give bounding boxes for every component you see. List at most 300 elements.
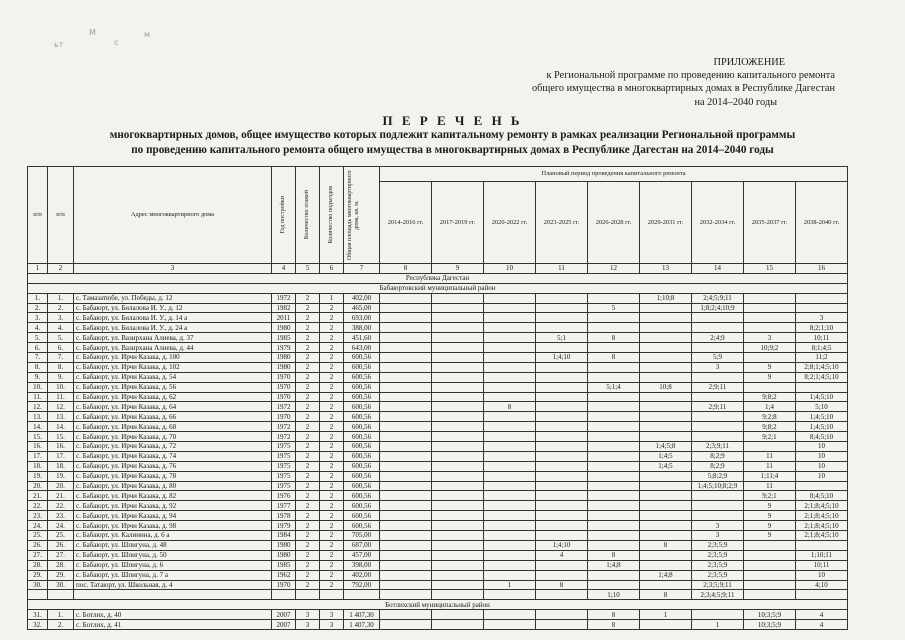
table-cell bbox=[432, 550, 484, 560]
header-period: 2020-2022 гг. bbox=[484, 182, 536, 264]
table-cell: 22. bbox=[28, 501, 48, 511]
table-cell: 1;4;5;10 bbox=[796, 412, 848, 422]
table-cell bbox=[536, 620, 588, 630]
table-cell: 8. bbox=[28, 362, 48, 372]
table-cell bbox=[432, 511, 484, 521]
table-cell: 4 bbox=[796, 610, 848, 620]
table-cell bbox=[432, 570, 484, 580]
table-cell bbox=[484, 333, 536, 343]
table-cell bbox=[432, 343, 484, 353]
table-cell bbox=[484, 471, 536, 481]
table-cell: 2 bbox=[296, 402, 320, 412]
table-cell: 10 bbox=[796, 570, 848, 580]
table-cell: 2 bbox=[296, 362, 320, 372]
table-cell bbox=[640, 343, 692, 353]
table-cell: 5. bbox=[28, 333, 48, 343]
table-cell: 7. bbox=[48, 353, 74, 363]
table-cell bbox=[588, 412, 640, 422]
table-cell: 22. bbox=[48, 501, 74, 511]
table-cell bbox=[692, 323, 744, 333]
table-cell bbox=[48, 590, 74, 600]
table-cell bbox=[380, 412, 432, 422]
table-cell: 8;1;4;5 bbox=[796, 343, 848, 353]
table-cell: 2 bbox=[320, 481, 344, 491]
table-cell bbox=[744, 293, 796, 303]
table-cell: 8;4;5;10 bbox=[796, 491, 848, 501]
header-floors: Количество этажей bbox=[296, 167, 320, 264]
table-cell bbox=[796, 382, 848, 392]
table-cell bbox=[588, 432, 640, 442]
table-row bbox=[28, 432, 848, 442]
table-cell: 10;3;5;9 bbox=[744, 610, 796, 620]
table-cell: 398,00 bbox=[344, 560, 380, 570]
header-period: 2029-2031 гг. bbox=[640, 182, 692, 264]
table-cell bbox=[640, 481, 692, 491]
table-cell: 9 bbox=[744, 531, 796, 541]
table-cell bbox=[588, 580, 640, 590]
table-cell bbox=[640, 432, 692, 442]
table-cell bbox=[744, 580, 796, 590]
table-cell: 14. bbox=[28, 422, 48, 432]
table-row bbox=[28, 570, 848, 580]
document-title: П Е Р Е Ч Е Н Ь bbox=[382, 113, 523, 128]
table-cell: 9 bbox=[744, 362, 796, 372]
table-cell: 600,56 bbox=[344, 382, 380, 392]
header-period: 2014-2016 гг. bbox=[380, 182, 432, 264]
table-cell: 600,56 bbox=[344, 501, 380, 511]
table-cell bbox=[484, 620, 536, 630]
table-cell bbox=[484, 442, 536, 452]
table-cell: 2;1;8;4;5;10 bbox=[796, 521, 848, 531]
table-cell: 1975 bbox=[272, 442, 296, 452]
table-cell bbox=[640, 491, 692, 501]
table-cell: с. Бабаюрт, ул. Шпигуна, д. 7 а bbox=[74, 570, 272, 580]
table-cell bbox=[536, 293, 588, 303]
table-cell bbox=[796, 540, 848, 550]
table-cell: с. Бабаюрт, ул. Ирчи Казака, д. 72 bbox=[74, 442, 272, 452]
table-cell: 10. bbox=[28, 382, 48, 392]
table-cell: 1962 bbox=[272, 570, 296, 580]
table-cell: с. Бабаюрт, ул. Ирчи Казака, д. 64 bbox=[74, 402, 272, 412]
table-cell: 2;3;5;9;11 bbox=[692, 580, 744, 590]
table-cell: 2 bbox=[296, 540, 320, 550]
table-cell bbox=[432, 313, 484, 323]
table-cell bbox=[536, 461, 588, 471]
table-cell: 3 bbox=[744, 333, 796, 343]
table-cell: 2007 bbox=[272, 610, 296, 620]
table-cell bbox=[588, 471, 640, 481]
table-cell: 8 bbox=[588, 333, 640, 343]
table-cell bbox=[692, 313, 744, 323]
table-cell: 8;2;1;10 bbox=[796, 323, 848, 333]
table-cell bbox=[432, 293, 484, 303]
table-cell bbox=[380, 610, 432, 620]
table-row bbox=[28, 501, 848, 511]
table-cell: 2 bbox=[296, 511, 320, 521]
table-cell bbox=[536, 412, 588, 422]
table-cell: 7. bbox=[28, 353, 48, 363]
table-cell bbox=[432, 580, 484, 590]
table-cell: 2;8;1;4;5;10 bbox=[796, 362, 848, 372]
table-cell bbox=[588, 372, 640, 382]
table-cell bbox=[588, 461, 640, 471]
table-cell bbox=[432, 501, 484, 511]
table-cell: 18. bbox=[28, 461, 48, 471]
table-cell: 600,56 bbox=[344, 412, 380, 422]
column-number: 8 bbox=[380, 264, 432, 274]
table-cell: 2 bbox=[320, 432, 344, 442]
column-number: 7 bbox=[344, 264, 380, 274]
table-cell: 3 bbox=[692, 531, 744, 541]
table-cell bbox=[380, 501, 432, 511]
table-cell bbox=[380, 303, 432, 313]
district-row: Бабаюртовский муниципальный район bbox=[28, 283, 848, 293]
column-number: 10 bbox=[484, 264, 536, 274]
table-cell bbox=[588, 343, 640, 353]
table-cell: 2 bbox=[320, 362, 344, 372]
handwritten-stamp bbox=[34, 28, 164, 54]
column-number: 5 bbox=[296, 264, 320, 274]
table-cell: 8;2;9 bbox=[692, 451, 744, 461]
table-cell bbox=[588, 491, 640, 501]
table-cell: 1975 bbox=[272, 481, 296, 491]
table-cell: 402,00 bbox=[344, 570, 380, 580]
table-cell: 1 407,30 bbox=[344, 610, 380, 620]
table-cell bbox=[588, 521, 640, 531]
table-cell: 4 bbox=[796, 620, 848, 630]
table-cell: с. Ботлих, д. 41 bbox=[74, 620, 272, 630]
table-cell: 2. bbox=[28, 303, 48, 313]
table-cell bbox=[484, 521, 536, 531]
table-cell bbox=[640, 580, 692, 590]
table-cell bbox=[432, 540, 484, 550]
table-cell: 10 bbox=[796, 461, 848, 471]
table-cell bbox=[296, 590, 320, 600]
table-cell bbox=[536, 481, 588, 491]
table-cell: 1980 bbox=[272, 540, 296, 550]
table-cell: 1972 bbox=[272, 432, 296, 442]
table-cell: 2 bbox=[320, 461, 344, 471]
table-cell: 13. bbox=[48, 412, 74, 422]
table-cell: 4;10 bbox=[796, 580, 848, 590]
table-cell: 2 bbox=[296, 550, 320, 560]
table-row bbox=[28, 333, 848, 343]
table-cell bbox=[640, 501, 692, 511]
table-cell: 2;1;8;4;5;10 bbox=[796, 511, 848, 521]
table-cell: 3 bbox=[320, 610, 344, 620]
table-cell bbox=[796, 293, 848, 303]
table-cell: 17. bbox=[48, 451, 74, 461]
table-cell: 8 bbox=[640, 590, 692, 600]
table-cell: 1975 bbox=[272, 471, 296, 481]
table-cell bbox=[536, 451, 588, 461]
table-cell: пос. Татаюрт, ул. Школьная, д. 4 bbox=[74, 580, 272, 590]
table-cell bbox=[640, 531, 692, 541]
table-cell bbox=[588, 570, 640, 580]
table-cell bbox=[536, 610, 588, 620]
table-cell bbox=[640, 372, 692, 382]
table-cell: 9 bbox=[744, 372, 796, 382]
table-cell: 17. bbox=[28, 451, 48, 461]
table-cell: 1976 bbox=[272, 491, 296, 501]
table-row bbox=[28, 402, 848, 412]
table-cell bbox=[588, 531, 640, 541]
table-cell: с. Бабаюрт, ул. Ирчи Казака, д. 76 bbox=[74, 461, 272, 471]
table-cell bbox=[744, 382, 796, 392]
table-cell bbox=[380, 511, 432, 521]
table-cell: с. Бабаюрт, ул. Шпигуна, д. 6 bbox=[74, 560, 272, 570]
table-cell: с. Бабаюрт, ул. Ирчи Казака, д. 80 bbox=[74, 481, 272, 491]
table-cell: 8 bbox=[536, 580, 588, 590]
table-cell: 1975 bbox=[272, 461, 296, 471]
table-cell bbox=[380, 323, 432, 333]
table-cell bbox=[484, 550, 536, 560]
appendix-title: ПРИЛОЖЕНИЕ bbox=[713, 57, 785, 68]
table-cell: 32. bbox=[28, 620, 48, 630]
table-cell: 2 bbox=[320, 313, 344, 323]
table-cell bbox=[588, 511, 640, 521]
table-cell: 1;4;5;10 bbox=[796, 422, 848, 432]
column-number: 11 bbox=[536, 264, 588, 274]
table-cell: 1;4;5;10;8;2;9 bbox=[692, 481, 744, 491]
table-cell bbox=[28, 590, 48, 600]
document-subtitle bbox=[0, 128, 905, 158]
table-cell: 6. bbox=[28, 343, 48, 353]
table-cell bbox=[432, 412, 484, 422]
table-cell bbox=[744, 303, 796, 313]
table-cell bbox=[744, 313, 796, 323]
table-cell bbox=[484, 451, 536, 461]
table-cell bbox=[380, 531, 432, 541]
table-cell: 1980 bbox=[272, 362, 296, 372]
table-row bbox=[28, 550, 848, 560]
table-cell: 3. bbox=[48, 313, 74, 323]
table-cell: 693,00 bbox=[344, 313, 380, 323]
table-cell: 8. bbox=[48, 362, 74, 372]
table-cell bbox=[744, 590, 796, 600]
table-cell: с. Бабаюрт, ул. Билалова И. У., д. 24 а bbox=[74, 323, 272, 333]
table-cell: 1. bbox=[48, 610, 74, 620]
table-cell: 15. bbox=[28, 432, 48, 442]
table-cell: 600,56 bbox=[344, 511, 380, 521]
table-cell bbox=[484, 610, 536, 620]
table-cell: 1;8;2;4;10;9 bbox=[692, 303, 744, 313]
table-cell: 1 bbox=[692, 620, 744, 630]
table-cell: 2 bbox=[296, 531, 320, 541]
table-cell: 2 bbox=[296, 471, 320, 481]
table-cell: 1985 bbox=[272, 333, 296, 343]
table-cell bbox=[432, 392, 484, 402]
table-cell bbox=[692, 501, 744, 511]
table-cell: 792,00 bbox=[344, 580, 380, 590]
table-cell bbox=[432, 491, 484, 501]
table-cell: 2 bbox=[320, 323, 344, 333]
appendix-line: на 2014–2040 годы bbox=[694, 96, 777, 108]
table-cell: 2;3;5;9 bbox=[692, 570, 744, 580]
table-cell: 19. bbox=[48, 471, 74, 481]
table-cell bbox=[744, 540, 796, 550]
table-cell: 2 bbox=[296, 343, 320, 353]
table-cell bbox=[744, 353, 796, 363]
column-number: 14 bbox=[692, 264, 744, 274]
table-cell bbox=[380, 521, 432, 531]
table-cell bbox=[484, 540, 536, 550]
column-number: 4 bbox=[272, 264, 296, 274]
table-cell bbox=[692, 610, 744, 620]
table-cell bbox=[796, 590, 848, 600]
table-cell bbox=[640, 362, 692, 372]
header-area: Общая площадь многоквартирного дома, кв. м. bbox=[344, 167, 380, 264]
table-cell: 1;10;8 bbox=[640, 293, 692, 303]
table-cell: 2;4;9 bbox=[692, 333, 744, 343]
table-cell: 25. bbox=[28, 531, 48, 541]
table-cell bbox=[744, 560, 796, 570]
table-cell: 1985 bbox=[272, 560, 296, 570]
header-year: Год постройки bbox=[272, 167, 296, 264]
table-cell: 9 bbox=[744, 511, 796, 521]
table-cell: 2 bbox=[320, 442, 344, 452]
header-np: п/п bbox=[28, 167, 48, 264]
table-cell: 3 bbox=[796, 313, 848, 323]
table-cell: 10;11 bbox=[796, 560, 848, 570]
header-period: 2017-2019 гг. bbox=[432, 182, 484, 264]
table-cell bbox=[484, 392, 536, 402]
table-cell bbox=[588, 540, 640, 550]
table-cell: 2 bbox=[296, 293, 320, 303]
table-cell: 2. bbox=[48, 620, 74, 630]
table-cell: 1 407,30 bbox=[344, 620, 380, 630]
appendix-line: общего имущества в многоквартирных домах в Республике Дагестан bbox=[532, 83, 835, 95]
table-cell bbox=[588, 451, 640, 461]
table-cell bbox=[432, 481, 484, 491]
table-cell bbox=[484, 303, 536, 313]
table-cell: 24. bbox=[48, 521, 74, 531]
region-row: Республика Дагестан bbox=[28, 273, 848, 283]
table-cell bbox=[588, 481, 640, 491]
table-cell bbox=[484, 382, 536, 392]
table-cell bbox=[380, 343, 432, 353]
table-cell: с. Бабаюрт, ул. Ирчи Казака, д. 100 bbox=[74, 353, 272, 363]
appendix-block bbox=[475, 56, 835, 109]
table-cell bbox=[536, 303, 588, 313]
table-cell: 2 bbox=[320, 580, 344, 590]
table-cell bbox=[380, 560, 432, 570]
table-cell: 2 bbox=[320, 333, 344, 343]
table-cell bbox=[744, 550, 796, 560]
table-cell bbox=[484, 501, 536, 511]
table-cell: 2 bbox=[320, 501, 344, 511]
header-address: Адрес многоквартирного дома bbox=[74, 167, 272, 264]
table-cell: 8;2;1;4;5;10 bbox=[796, 372, 848, 382]
table-cell: с. Бабаюрт, ул. Вазирхана Алиева, д. 44 bbox=[74, 343, 272, 353]
table-cell bbox=[640, 422, 692, 432]
table-cell bbox=[744, 570, 796, 580]
table-cell: с. Бабаюрт, ул. Ирчи Казака, д. 98 bbox=[74, 521, 272, 531]
table-cell: 10. bbox=[48, 382, 74, 392]
table-cell: 465,00 bbox=[344, 303, 380, 313]
table-cell: 1980 bbox=[272, 323, 296, 333]
table-cell: 1;4;8 bbox=[640, 570, 692, 580]
table-cell: 2 bbox=[320, 511, 344, 521]
table-cell: 2;9;11 bbox=[692, 402, 744, 412]
table-cell: 9;2;1 bbox=[744, 491, 796, 501]
table-cell: 30. bbox=[48, 580, 74, 590]
table-cell bbox=[320, 590, 344, 600]
table-cell bbox=[536, 560, 588, 570]
table-cell: 4. bbox=[48, 323, 74, 333]
table-cell bbox=[380, 471, 432, 481]
table-cell bbox=[692, 422, 744, 432]
header-period: 2032-2034 гг. bbox=[692, 182, 744, 264]
table-cell bbox=[536, 511, 588, 521]
table-cell bbox=[796, 303, 848, 313]
table-cell: 30. bbox=[28, 580, 48, 590]
table-cell: 8;2;9 bbox=[692, 461, 744, 471]
header-np2: п/п bbox=[48, 167, 74, 264]
table-cell: 2;4;5;9;11 bbox=[692, 293, 744, 303]
table-cell: 9;2;1 bbox=[744, 432, 796, 442]
table-cell bbox=[432, 521, 484, 531]
table-cell: 1 bbox=[320, 293, 344, 303]
table-cell: 2 bbox=[320, 560, 344, 570]
table-cell bbox=[432, 323, 484, 333]
table-cell: 2 bbox=[320, 471, 344, 481]
table-row bbox=[28, 422, 848, 432]
column-number-row bbox=[28, 264, 848, 274]
table-cell: 2 bbox=[296, 323, 320, 333]
table-cell: 2 bbox=[296, 333, 320, 343]
table-cell: 600,56 bbox=[344, 432, 380, 442]
table-cell: 11 bbox=[744, 481, 796, 491]
table-cell: 1;10;11 bbox=[796, 550, 848, 560]
table-cell bbox=[692, 343, 744, 353]
table-cell bbox=[380, 372, 432, 382]
table-cell: 1980 bbox=[272, 353, 296, 363]
table-cell bbox=[380, 451, 432, 461]
table-cell bbox=[484, 461, 536, 471]
table-cell bbox=[588, 362, 640, 372]
table-row bbox=[28, 531, 848, 541]
table-cell: 457,00 bbox=[344, 550, 380, 560]
table-cell: 1;4 bbox=[744, 402, 796, 412]
table-cell: 8;4;5;10 bbox=[796, 432, 848, 442]
table-cell: 3 bbox=[692, 521, 744, 531]
table-cell: 451,60 bbox=[344, 333, 380, 343]
table-cell bbox=[432, 531, 484, 541]
table-cell: 600,56 bbox=[344, 442, 380, 452]
table-row bbox=[28, 372, 848, 382]
table-cell: с. Бабаюрт, ул. Ирчи Казака, д. 92 bbox=[74, 501, 272, 511]
table-cell: 1972 bbox=[272, 293, 296, 303]
header-period: 2038-2040 гг. bbox=[796, 182, 848, 264]
subtitle-line-1: многоквартирных домов, общее имущество которых подлежит капитальному ремонту в рамках реализации Региональной программы bbox=[109, 129, 796, 141]
table-cell: 2. bbox=[48, 303, 74, 313]
table-cell bbox=[744, 323, 796, 333]
table-cell: с. Бабаюрт, ул. Ирчи Казака, д. 78 bbox=[74, 471, 272, 481]
table-cell bbox=[536, 323, 588, 333]
table-cell: 2 bbox=[320, 382, 344, 392]
table-cell: 11;2 bbox=[796, 353, 848, 363]
table-cell: 12. bbox=[28, 402, 48, 412]
table-cell bbox=[640, 471, 692, 481]
table-cell: 27. bbox=[28, 550, 48, 560]
table-cell: 5;1 bbox=[536, 333, 588, 343]
table-row bbox=[28, 610, 848, 620]
table-cell bbox=[484, 362, 536, 372]
table-cell: 1;4;10 bbox=[536, 540, 588, 550]
table-cell: 1 bbox=[484, 580, 536, 590]
table-cell: 1970 bbox=[272, 382, 296, 392]
